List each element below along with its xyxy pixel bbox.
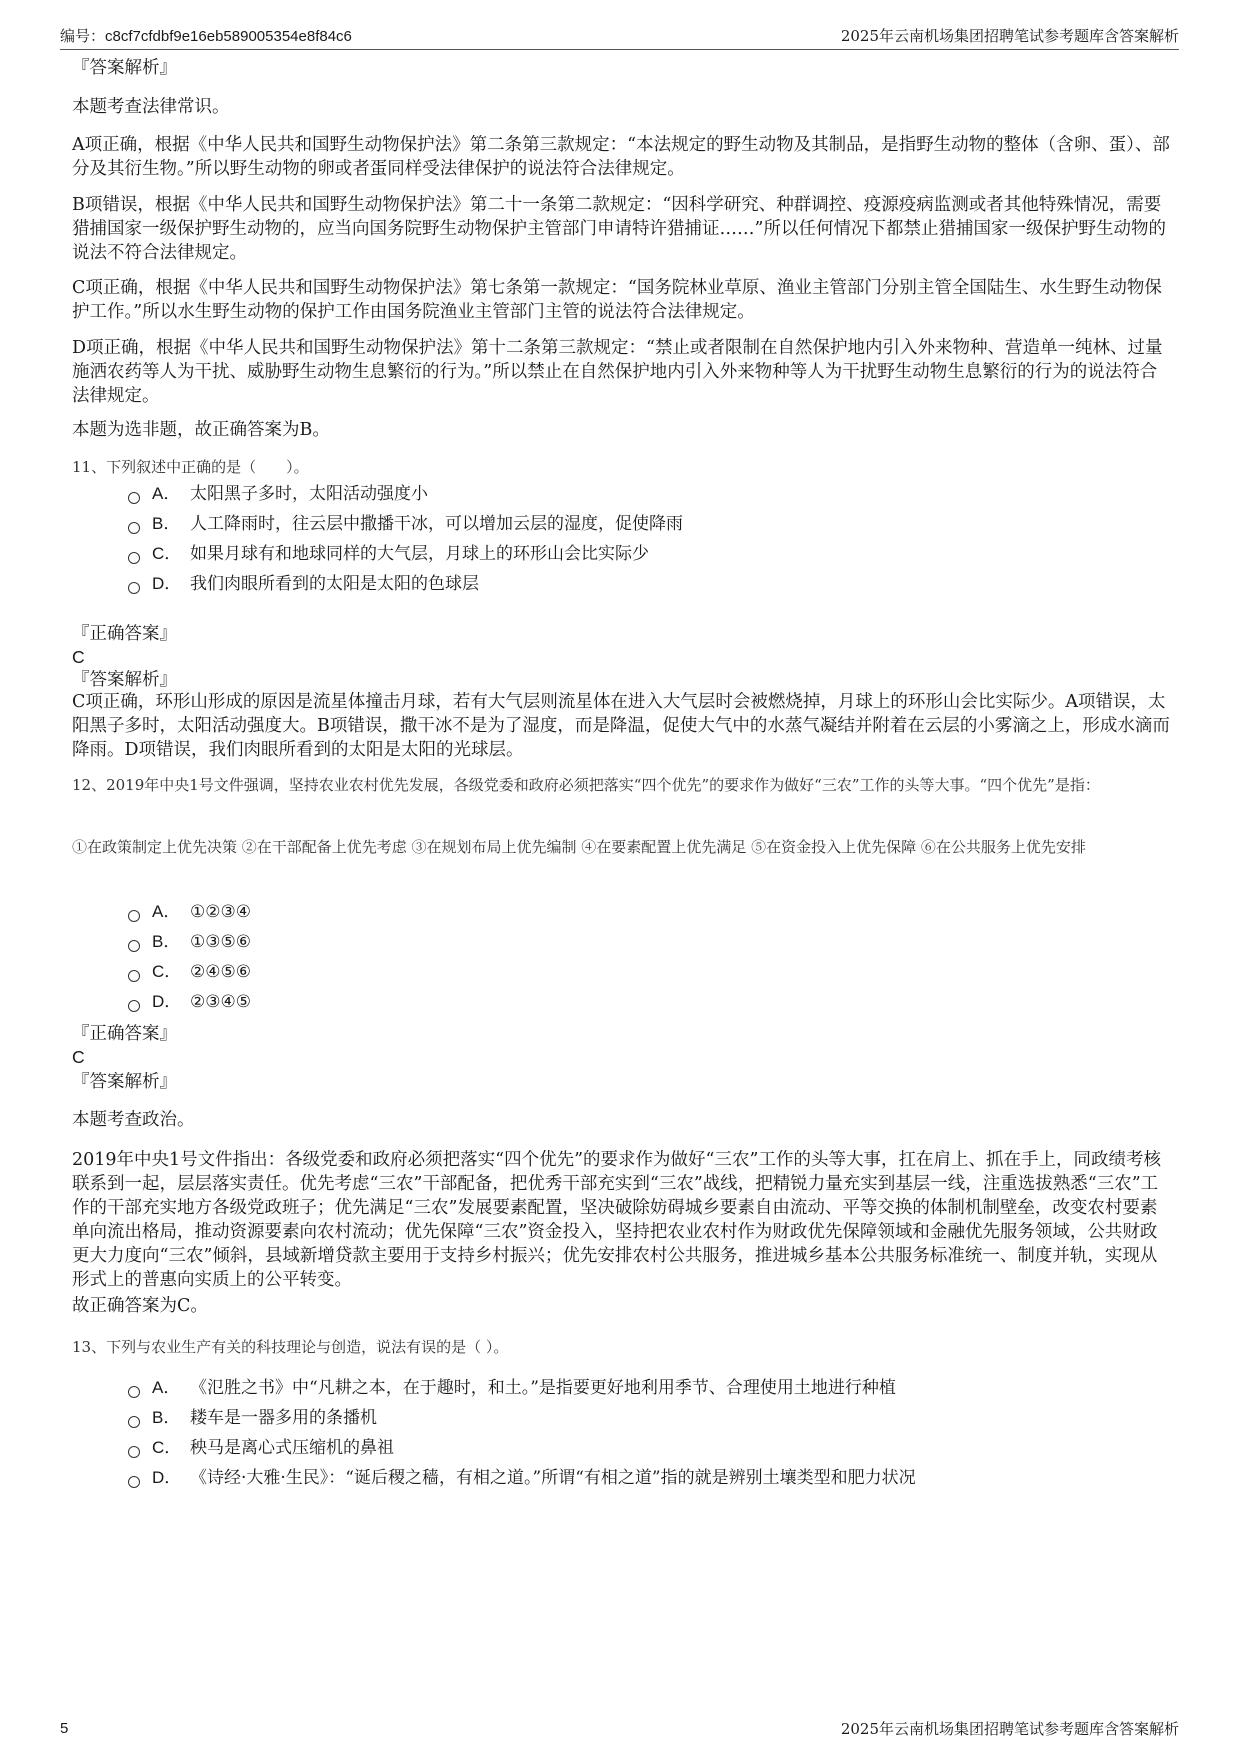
question-13-stem: 13、下列与农业生产有关的科技理论与创造，说法有误的是（ ）。: [72, 1338, 509, 1356]
q13-option-d[interactable]: D． 《诗经·大雅·生民》：“诞后稷之穑，有相之道。”所谓“有相之道”指的就是辨别土壤类型和肥力状况: [128, 1466, 1128, 1490]
question-11-stem: 11、下列叙述中正确的是（ ）。: [72, 458, 309, 476]
answer-analysis-label: 『答案解析』: [72, 1072, 177, 1092]
radio-icon[interactable]: [128, 582, 140, 594]
page-header: [60, 20, 1179, 50]
radio-icon[interactable]: [128, 1386, 140, 1398]
radio-icon[interactable]: [128, 1000, 140, 1012]
q11-option-a[interactable]: A． 太阳黑子多时，太阳活动强度小: [128, 482, 1128, 506]
answer-analysis-text: C项正确，环形山形成的原因是流星体撞击月球，若有大气层则流星体在进入大气层时会被燃烧掉，月球上的环形山会比实际少。A项错误，太阳黑子多时，太阳活动强度大。B项错误，撒干冰不是为了湿度，而是降温，促使大气中的水蒸气凝结并附着在云层的小雾滴之上，形成水滴而降雨。D项错误，我们肉眼所看到的太阳是太阳的光球层。: [72, 692, 1170, 760]
correct-answer-label: 『正确答案』: [72, 1024, 177, 1044]
radio-icon[interactable]: [128, 940, 140, 952]
q11-option-d[interactable]: D． 我们肉眼所看到的太阳是太阳的色球层: [128, 572, 1128, 596]
radio-icon[interactable]: [128, 1416, 140, 1428]
document-serial: 编号：c8cf7cfdbf9e16eb589005354e8f84c6: [60, 28, 352, 45]
correct-answer-value: C: [72, 647, 85, 667]
analysis-conclusion: 故正确答案为C。: [72, 1296, 208, 1316]
q12-option-b[interactable]: B． ①③⑤⑥: [128, 930, 1128, 954]
q13-option-a[interactable]: A． 《氾胜之书》中“凡耕之本，在于趣时，和土。”是指要更好地利用季节、合理使用土地进行种植: [128, 1376, 1128, 1400]
q12-option-a[interactable]: A． ①②③④: [128, 900, 1128, 924]
radio-icon[interactable]: [128, 552, 140, 564]
analysis-topic: 本题考查政治。: [72, 1110, 195, 1130]
q12-option-c[interactable]: C． ②④⑤⑥: [128, 960, 1128, 984]
radio-icon[interactable]: [128, 1446, 140, 1458]
analysis-topic: 本题考查法律常识。: [72, 97, 230, 117]
analysis-option-b: B项错误，根据《中华人民共和国野生动物保护法》第二十一条第二款规定：“因科学研究、种群调控、疫源疫病监测或者其他特殊情况，需要猎捕国家一级保护野生动物的，应当向国务院野生动物保护主管部门申请特许猎捕证……”所以任何情况下都禁止猎捕国家一级保护野生动物的说法不符合法律规定。: [72, 195, 1166, 263]
q11-option-c[interactable]: C． 如果月球有和地球同样的大气层，月球上的环形山会比实际少: [128, 542, 1128, 566]
question-12-items: ①在政策制定上优先决策 ②在干部配备上优先考虑 ③在规划布局上优先编制 ④在要素配置上优先满足 ⑤在资金投入上优先保障 ⑥在公共服务上优先安排: [72, 838, 1086, 856]
q13-option-b[interactable]: B． 耧车是一器多用的条播机: [128, 1406, 1128, 1430]
answer-analysis-text: 2019年中央1号文件指出：各级党委和政府必须把落实“四个优先”的要求作为做好“三农”工作的头等大事，扛在肩上、抓在手上，同政绩考核联系到一起，层层落实责任。优先考虑“三农”干部配备，把优秀干部充实到“三农”战线，把精锐力量充实到基层一线，注重选拔熟悉“三农”工作的干部充实地方各级党政班子；优先满足“三农”发展要素配置，坚决破除妨碍城乡要素自由流动、平等交换的体制机制壁垒，改变农村要素单向流出格局，推动资源要素向农村流动；优先保障“三农”资金投入，坚持把农业农村作为财政优先保障领域和金融优先服务领域，公共财政更大力度向“三农”倾斜，县域新增贷款主要用于支持乡村振兴；优先安排农村公共服务，推进城乡基本公共服务标准统一、制度并轨，实现从形式上的普惠向实质上的公平转变。: [72, 1150, 1161, 1290]
correct-answer-value: C: [72, 1047, 85, 1067]
radio-icon[interactable]: [128, 970, 140, 982]
header-title: 2025年云南机场集团招聘笔试参考题库含答案解析: [840, 27, 1179, 45]
answer-analysis-label: 『答案解析』: [72, 58, 177, 78]
correct-answer-label: 『正确答案』: [72, 624, 177, 644]
q11-option-b[interactable]: B． 人工降雨时，往云层中撒播干冰，可以增加云层的湿度，促使降雨: [128, 512, 1128, 536]
page-footer: [60, 1716, 1179, 1740]
radio-icon[interactable]: [128, 1476, 140, 1488]
answer-analysis-label: 『答案解析』: [72, 670, 177, 690]
radio-icon[interactable]: [128, 910, 140, 922]
radio-icon[interactable]: [128, 492, 140, 504]
analysis-conclusion: 本题为选非题，故正确答案为B。: [72, 420, 330, 440]
analysis-option-c: C项正确，根据《中华人民共和国野生动物保护法》第七条第一款规定：“国务院林业草原、渔业主管部门分别主管全国陆生、水生野生动物保护工作。”所以水生野生动物的保护工作由国务院渔业主管部门主管的说法符合法律规定。: [72, 278, 1162, 322]
q13-option-c[interactable]: C． 秧马是离心式压缩机的鼻祖: [128, 1436, 1128, 1460]
analysis-option-d: D项正确，根据《中华人民共和国野生动物保护法》第十二条第三款规定：“禁止或者限制在自然保护地内引入外来物种、营造单一纯林、过量施洒农药等人为干扰、威胁野生动物生息繁衍的行为。”所以禁止在自然保护地内引入外来物种等人为干扰野生动物生息繁衍的行为的说法符合法律规定。: [72, 338, 1163, 406]
analysis-option-a: A项正确，根据《中华人民共和国野生动物保护法》第二条第三款规定：“本法规定的野生动物及其制品，是指野生动物的整体（含卵、蛋）、部分及其衍生物。”所以野生动物的卵或者蛋同样受法律保护的说法符合法律规定。: [72, 135, 1170, 179]
footer-title: 2025年云南机场集团招聘笔试参考题库含答案解析: [840, 1719, 1179, 1738]
radio-icon[interactable]: [128, 522, 140, 534]
page-number: 5: [60, 1719, 69, 1737]
q12-option-d[interactable]: D． ②③④⑤: [128, 990, 1128, 1014]
question-12-stem: 12、2019年中央1号文件强调，坚持农业农村优先发展，各级党委和政府必须把落实“四个优先”的要求作为做好“三农”工作的头等大事。“四个优先”是指：: [72, 776, 1100, 794]
